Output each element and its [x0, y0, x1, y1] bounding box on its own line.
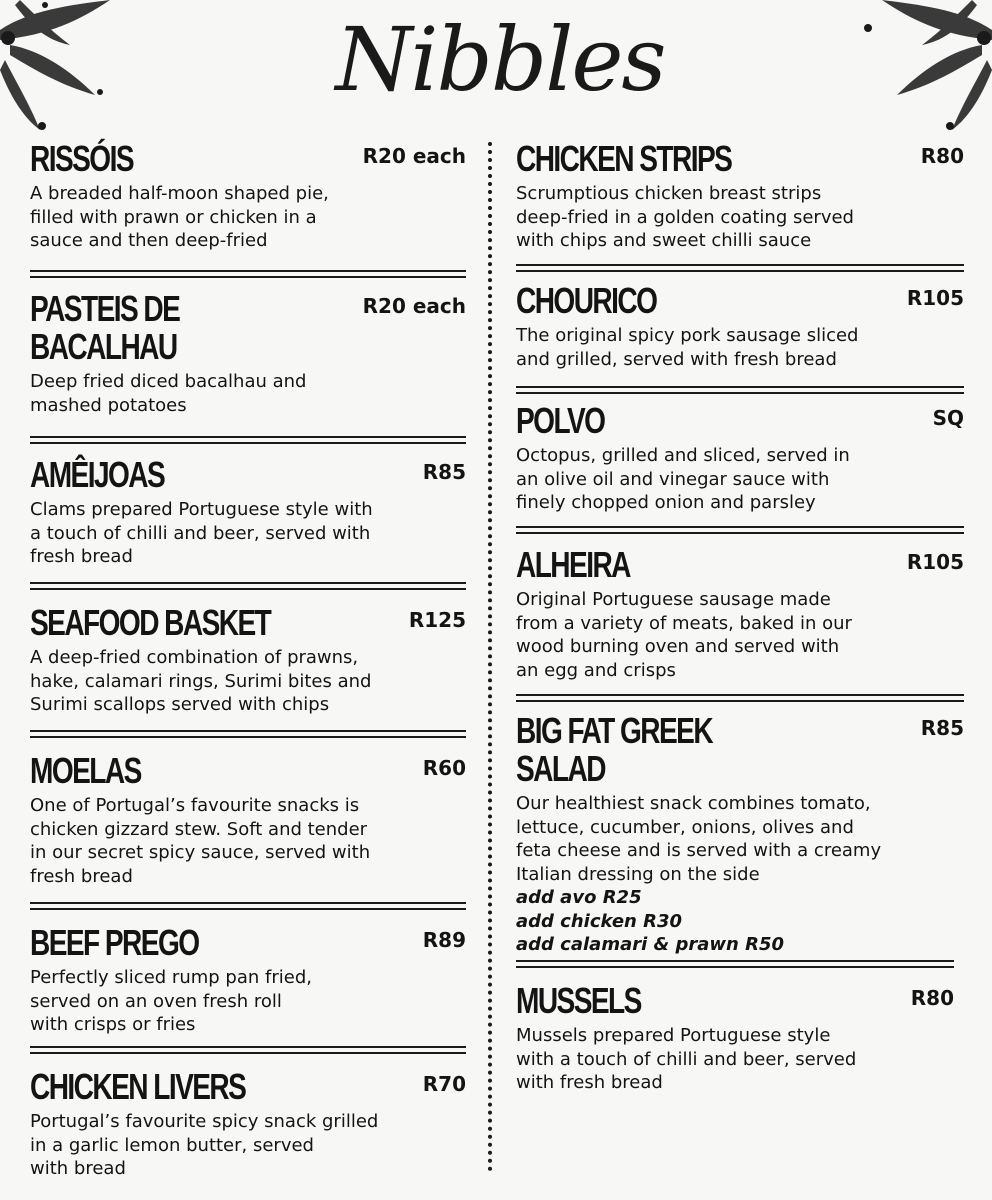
- item-description: Octopus, grilled and sliced, served in an olive oil and vinegar sauce with finely chopped onion and parsley: [516, 445, 850, 513]
- menu-item: [516, 982, 954, 1095]
- item-price: R60: [422, 756, 466, 780]
- menu-item: [30, 140, 466, 253]
- item-price: R105: [906, 286, 964, 310]
- menu-item: [30, 1068, 466, 1181]
- item-description: A breaded half-moon shaped pie, filled with prawn or chicken in a sauce and then deep-fried: [30, 183, 329, 251]
- item-name: BACALHAU: [30, 326, 177, 367]
- item-description: The original spicy pork sausage sliced and grilled, served with fresh bread: [516, 325, 859, 370]
- item-name: CHICKEN STRIPS: [516, 138, 732, 179]
- item-addon: add calamari & prawn R50: [516, 934, 785, 955]
- corner-leaf-ornament-left: [0, 0, 130, 140]
- item-name: SALAD: [516, 748, 605, 789]
- item-description: Deep fried diced bacalhau and mashed potatoes: [30, 371, 307, 416]
- menu-item: [516, 282, 964, 371]
- item-price: R105: [906, 550, 964, 574]
- menu-item: [516, 712, 964, 957]
- item-name: MUSSELS: [516, 980, 641, 1021]
- item-description: Portugal’s favourite spicy snack grilled in a garlic lemon butter, served with bread: [30, 1111, 379, 1179]
- item-price: R89: [422, 928, 466, 952]
- item-separator: [30, 270, 466, 278]
- item-addon: add chicken R30: [516, 910, 683, 932]
- item-name: AMÊIJOAS: [30, 454, 165, 495]
- item-price: R70: [422, 1072, 466, 1096]
- item-separator: [516, 386, 964, 394]
- menu-item: [516, 402, 964, 515]
- item-name: BEEF PREGO: [30, 922, 199, 963]
- item-price: R85: [422, 460, 466, 484]
- item-price: R85: [920, 716, 964, 740]
- item-description: Clams prepared Portuguese style with a touch of chilli and beer, served with fresh bread: [30, 499, 373, 567]
- item-separator: [516, 264, 964, 272]
- item-name: CHICKEN LIVERS: [30, 1066, 246, 1107]
- item-addon: add avo R25: [516, 887, 642, 908]
- menu-title: Nibbles: [335, 8, 665, 111]
- item-name: BIG FAT GREEK: [516, 710, 713, 751]
- item-price: R20 each: [362, 294, 466, 318]
- item-price: SQ: [932, 406, 964, 430]
- menu-item: [30, 456, 466, 569]
- corner-leaf-ornament-right: [862, 0, 992, 140]
- item-separator: [30, 582, 466, 590]
- menu-item: [516, 546, 964, 682]
- column-divider: [488, 142, 492, 1172]
- item-description: Scrumptious chicken breast strips deep-fried in a golden coating served with chips and sweet chilli sauce: [516, 183, 854, 251]
- item-name: SEAFOOD BASKET: [30, 602, 271, 643]
- menu-item: [30, 924, 466, 1037]
- item-name: POLVO: [516, 400, 605, 441]
- item-description: A deep-fried combination of prawns, hake, calamari rings, Surimi bites and Surimi scallops served with chips: [30, 647, 372, 715]
- item-name: RISSÓIS: [30, 138, 133, 179]
- item-separator: [30, 902, 466, 910]
- item-price: R125: [408, 608, 466, 632]
- item-name: PASTEIS DE: [30, 288, 180, 329]
- menu-item: [30, 290, 466, 417]
- item-description: Our healthiest snack combines tomato, lettuce, cucumber, onions, olives and feta cheese and is served with a creamy Italian dressing on the side add avo R25 add chicken R30 add calamari & prawn R50: [516, 792, 964, 957]
- item-separator: [516, 526, 964, 534]
- menu-item: [30, 604, 466, 717]
- item-price: R80: [920, 144, 964, 168]
- item-name: MOELAS: [30, 750, 141, 791]
- item-separator: [30, 730, 466, 738]
- item-separator: [516, 960, 954, 968]
- menu-item: [30, 752, 466, 888]
- item-description: Original Portuguese sausage made from a variety of meats, baked in our wood burning oven and served with an egg and crisps: [516, 589, 852, 681]
- item-description: Mussels prepared Portuguese style with a touch of chilli and beer, served with fresh bread: [516, 1025, 857, 1093]
- item-description: One of Portugal’s favourite snacks is chicken gizzard stew. Soft and tender in our secret spicy sauce, served with fresh bread: [30, 795, 371, 887]
- item-name: ALHEIRA: [516, 544, 630, 585]
- item-name: CHOURICO: [516, 280, 657, 321]
- item-description: Perfectly sliced rump pan fried, served on an oven fresh roll with crisps or fries: [30, 967, 312, 1035]
- item-price: R20 each: [362, 144, 466, 168]
- item-separator: [30, 436, 466, 444]
- item-separator: [30, 1046, 466, 1054]
- menu-item: [516, 140, 964, 253]
- item-price: R80: [910, 986, 954, 1010]
- item-separator: [516, 694, 964, 702]
